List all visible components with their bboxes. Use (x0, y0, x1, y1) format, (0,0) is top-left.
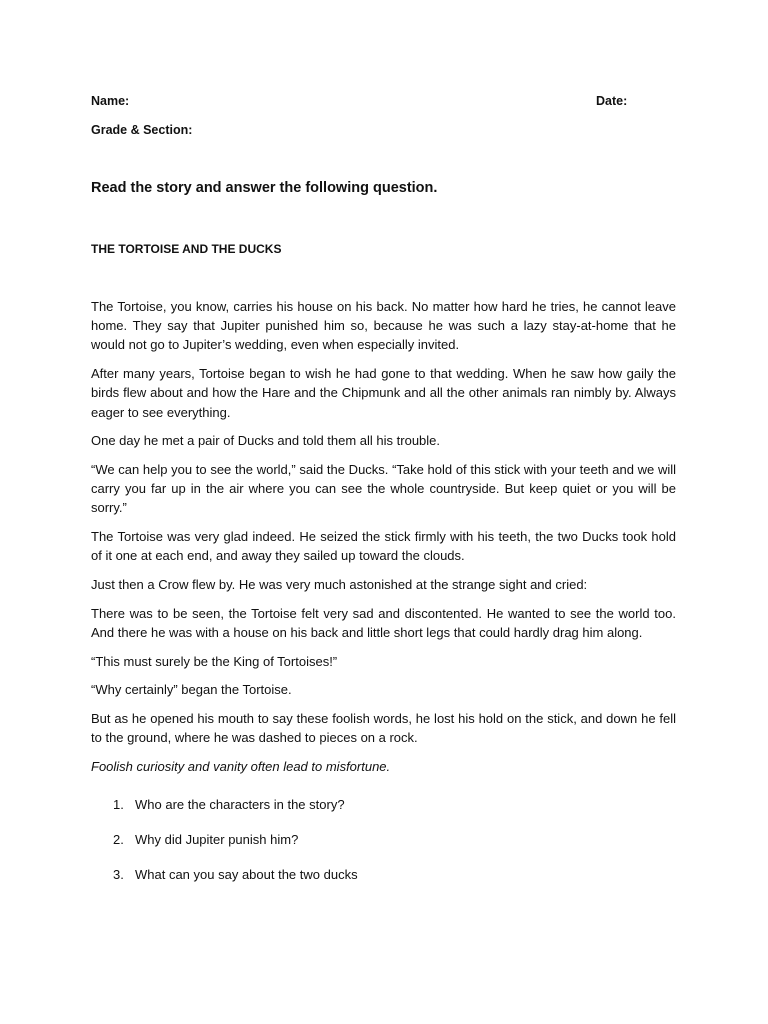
story-moral: Foolish curiosity and vanity often lead to misfortune. (91, 758, 391, 774)
question-text: What can you say about the two ducks (135, 867, 358, 882)
date-label: Date: (596, 94, 628, 108)
story-paragraph: Just then a Crow flew by. He was very much astonished at the strange sight and cried: (91, 576, 588, 592)
question-item (113, 832, 358, 867)
instruction-heading: Read the story and answer the following question. (91, 180, 438, 196)
story-title: THE TORTOISE AND THE DUCKS (91, 242, 282, 256)
question-text: Who are the characters in the story? (135, 797, 345, 812)
name-label: Name: (91, 94, 130, 108)
story-paragraph: “Why certainly” began the Tortoise. (91, 682, 292, 698)
question-item (113, 797, 358, 832)
story-paragraph: The Tortoise, you know, carries his house on his back. No matter how hard he tries, he cannot leave home. They say that Jupiter punished him so, because he was such a lazy stay-at-home that he would not go to Jupiter’s wedding, even when especially invited. (91, 299, 676, 353)
story-paragraph: One day he met a pair of Ducks and told them all his trouble. (91, 433, 441, 449)
question-number: 3. (113, 867, 124, 882)
question-number: 2. (113, 832, 124, 847)
story-paragraph: There was to be seen, the Tortoise felt very sad and discontented. He wanted to see the world too. And there he was with a house on his back and little short legs that could hardly drag him along. (91, 605, 676, 640)
story-paragraph: But as he opened his mouth to say these foolish words, he lost his hold on the stick, and down he fell to the ground, where he was dashed to pieces on a rock. (91, 710, 676, 746)
grade-section-label: Grade & Section: (91, 123, 193, 137)
question-list (113, 797, 358, 902)
story-paragraph: The Tortoise was very glad indeed. He seized the stick firmly with his teeth, the two Ducks took hold of it one at each end, and away they sailed up toward the clouds. (91, 529, 676, 564)
story-paragraph: After many years, Tortoise began to wish he had gone to that wedding. When he saw how gaily the birds flew about and how the Hare and the Chipmunk and all the other animals ran nimbly by. Always eager to see everything. (91, 366, 676, 420)
question-text: Why did Jupiter punish him? (135, 832, 299, 847)
story-body (91, 297, 676, 786)
story-paragraph: “We can help you to see the world,” said the Ducks. “Take hold of this stick with your teeth and we will carry you far up in the air where you can see the whole countryside. But keep quiet or you will be sorry.” (91, 461, 676, 516)
question-item (113, 867, 358, 902)
question-number: 1. (113, 797, 124, 812)
story-paragraph: “This must surely be the King of Tortoises!” (91, 653, 338, 669)
